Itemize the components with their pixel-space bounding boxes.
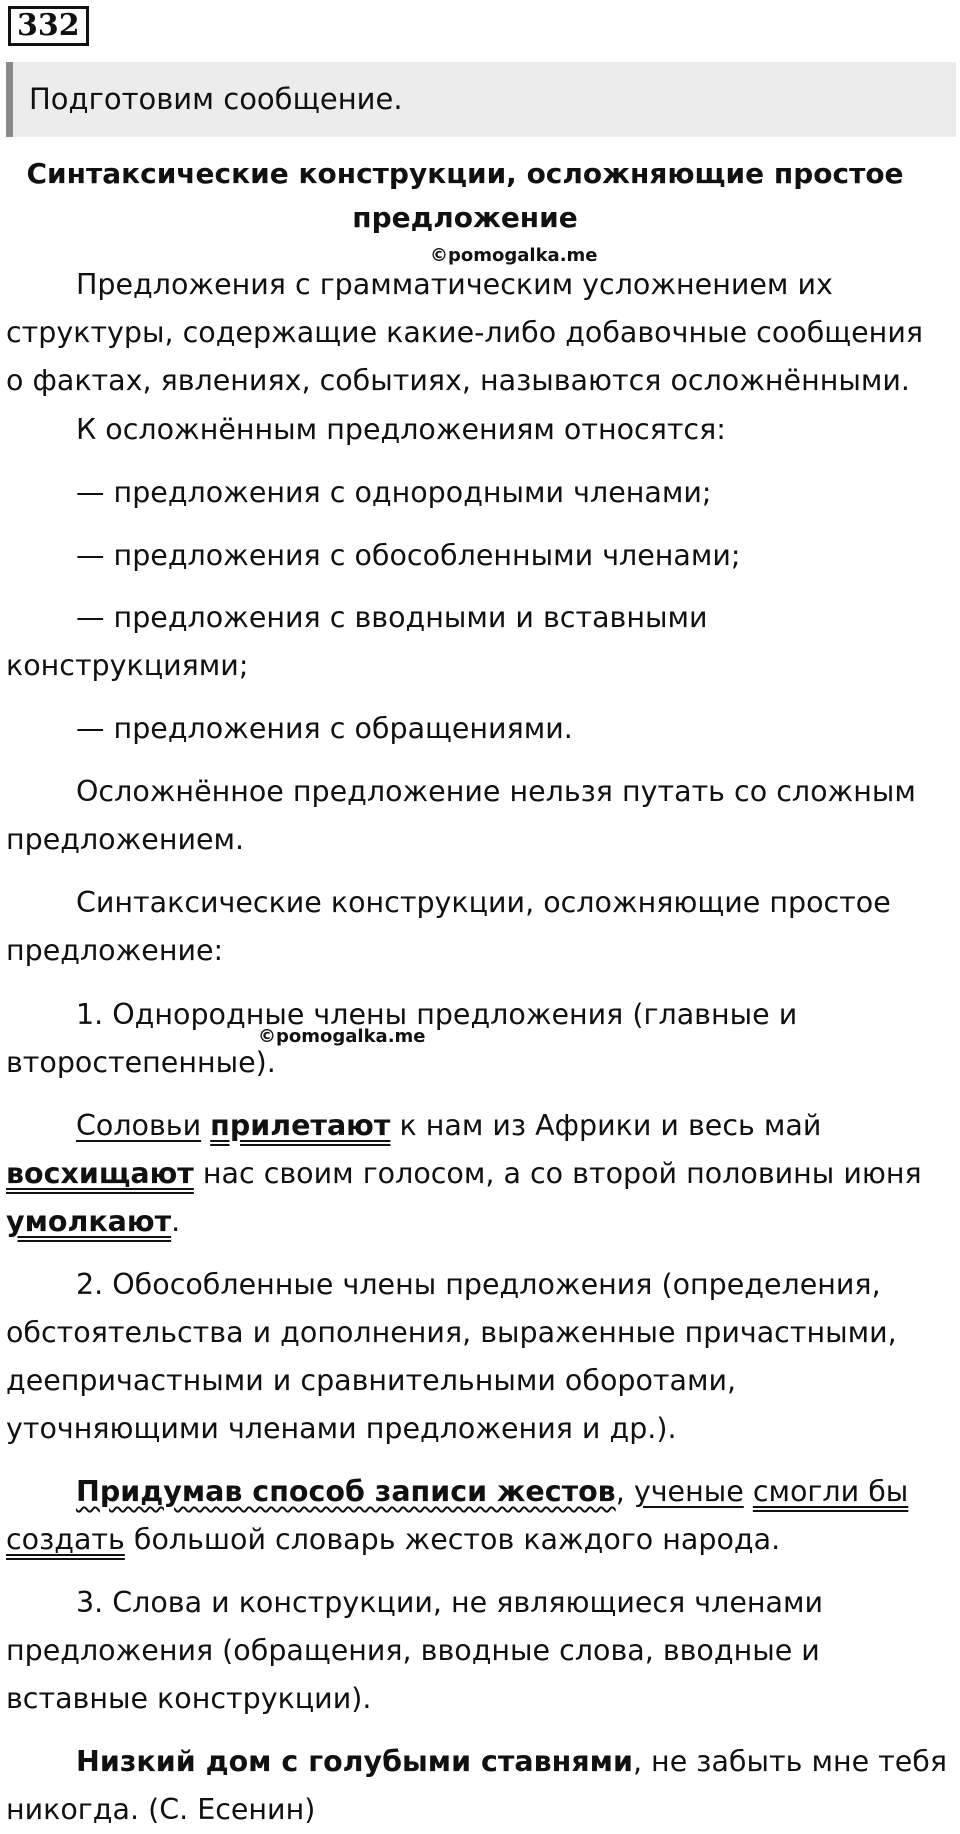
example2-line2: создать большой словарь жестов каждого народа. xyxy=(6,1523,781,1556)
point2-line1: 2. Обособленные члены предложения (определения, xyxy=(76,1268,881,1301)
list-intro: К осложнённым предложениям относятся: xyxy=(76,413,726,446)
point1-line1: 1. Однородные члены предложения (главные и xyxy=(76,998,798,1031)
point2-line3: деепричастными и сравнительными оборотами, xyxy=(6,1364,737,1397)
note-paragraph-line2: предложением. xyxy=(6,823,245,856)
essay-title-line1: Синтаксические конструкции, осложняющие простое xyxy=(26,157,904,190)
point3-line1: 3. Слова и конструкции, не являющиеся членами xyxy=(76,1586,823,1619)
example2-line1: Придумав способ записи жестов, ученые смогли бы xyxy=(76,1475,909,1508)
point3-line3: вставные конструкции). xyxy=(6,1682,372,1715)
list-item-4: — предложения с обращениями. xyxy=(76,712,573,745)
watermark-middle: ©pomogalka.me xyxy=(258,1026,426,1047)
example1-line2: восхищают нас своим голосом, а со второй половины июня xyxy=(6,1157,922,1190)
note-paragraph-line1: Осложнённое предложение нельзя путать со сложным xyxy=(76,775,916,808)
intro-paragraph-line2: структуры, содержащие какие-либо добавочные сообщения xyxy=(6,316,923,349)
task-text: Подготовим сообщение. xyxy=(29,82,403,116)
point1-line2: второстепенные). xyxy=(6,1046,276,1079)
point3-line2: предложения (обращения, вводные слова, вводные и xyxy=(6,1634,820,1667)
example1-line1: Соловьи прилетают к нам из Африки и весь май xyxy=(76,1109,822,1142)
list-item-3-line2: конструкциями; xyxy=(6,649,249,682)
list-item-3-line1: — предложения с вводными и вставными xyxy=(76,601,708,634)
point2-line4: уточняющими членами предложения и др.). xyxy=(6,1412,677,1445)
constructions-paragraph-line1: Синтаксические конструкции, осложняющие простое xyxy=(76,886,891,919)
example1-line3: умолкают. xyxy=(6,1205,181,1238)
example3-line2: никогда. (С. Есенин) xyxy=(6,1793,316,1826)
list-item-1: — предложения с однородными членами; xyxy=(76,476,712,509)
point2-line2: обстоятельства и дополнения, выраженные причастными, xyxy=(6,1316,897,1349)
essay-title-line2: предложение xyxy=(352,201,578,234)
watermark-top: ©pomogalka.me xyxy=(430,245,598,266)
list-item-2: — предложения с обособленными членами; xyxy=(76,539,741,572)
task-banner xyxy=(6,62,956,137)
example3-line1: Низкий дом с голубыми ставнями, не забыть мне тебя xyxy=(76,1745,948,1778)
intro-paragraph-line1: Предложения с грамматическим усложнением их xyxy=(76,268,833,301)
exercise-number: 332 xyxy=(8,6,89,46)
constructions-paragraph-line2: предложение: xyxy=(6,934,224,967)
intro-paragraph-line3: о фактах, явлениях, событиях, называются осложнёнными. xyxy=(6,364,910,397)
